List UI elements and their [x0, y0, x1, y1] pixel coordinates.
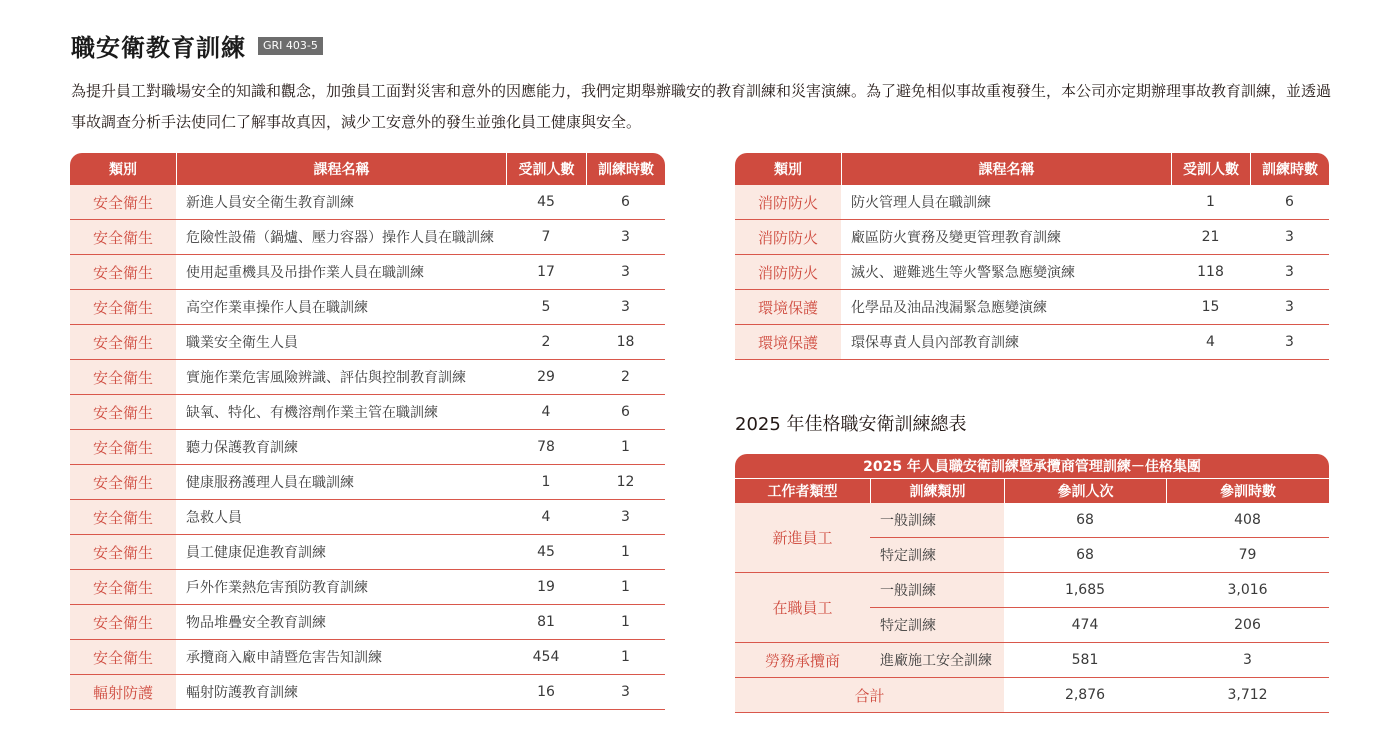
- course-name-cell: 輻射防護教育訓練: [176, 675, 506, 710]
- group-label: 在職員工: [735, 573, 870, 643]
- training-type: 特定訓練: [870, 608, 1004, 643]
- total-label: 合計: [735, 678, 1004, 713]
- table-row: [735, 255, 1329, 290]
- course-name-cell: 聽力保護教育訓練: [176, 430, 506, 465]
- table-header-row: [70, 153, 665, 185]
- table-row: [735, 185, 1329, 220]
- hours-cell: 3: [586, 500, 665, 535]
- training-table-left: [70, 153, 665, 710]
- hours-cell: 12: [586, 465, 665, 500]
- table-row: [70, 675, 665, 710]
- course-name-cell: 戶外作業熱危害預防教育訓練: [176, 570, 506, 605]
- training-type: 特定訓練: [870, 538, 1004, 573]
- category-cell: 消防防火: [735, 220, 841, 255]
- attendance-value: 1,685: [1004, 573, 1166, 608]
- category-cell: 消防防火: [735, 255, 841, 290]
- category-cell: 安全衛生: [70, 465, 176, 500]
- trainees-cell: 4: [1171, 325, 1250, 360]
- hours-cell: 2: [586, 360, 665, 395]
- header-hours: 參訓時數: [1166, 478, 1329, 503]
- trainees-cell: 7: [506, 220, 586, 255]
- hours-cell: 3: [586, 220, 665, 255]
- header-hours: 訓練時數: [1250, 153, 1329, 185]
- training-table-right: [735, 153, 1329, 360]
- hours-value: 206: [1166, 608, 1329, 643]
- category-cell: 環境保護: [735, 290, 841, 325]
- course-name-cell: 實施作業危害風險辨識、評估與控制教育訓練: [176, 360, 506, 395]
- course-name-cell: 物品堆疊安全教育訓練: [176, 605, 506, 640]
- trainees-cell: 2: [506, 325, 586, 360]
- trainees-cell: 1: [506, 465, 586, 500]
- category-cell: 安全衛生: [70, 255, 176, 290]
- category-cell: 安全衛生: [70, 360, 176, 395]
- category-cell: 安全衛生: [70, 185, 176, 220]
- trainees-cell: 4: [506, 395, 586, 430]
- table-row: [735, 325, 1329, 360]
- header-course-name: 課程名稱: [841, 153, 1171, 185]
- table-row: [735, 503, 1329, 538]
- hours-cell: 1: [586, 605, 665, 640]
- hours-cell: 1: [586, 640, 665, 675]
- course-name-cell: 廠區防火實務及變更管理教育訓練: [841, 220, 1171, 255]
- header-course-name: 課程名稱: [176, 153, 506, 185]
- header-hours: 訓練時數: [586, 153, 665, 185]
- table-header-row: [735, 153, 1329, 185]
- attendance-value: 68: [1004, 503, 1166, 538]
- group-label: 勞務承攬商: [735, 643, 870, 678]
- trainees-cell: 81: [506, 605, 586, 640]
- table-row: [735, 220, 1329, 255]
- header-trainees: 受訓人數: [506, 153, 586, 185]
- header-worker-type: 工作者類型: [735, 478, 870, 503]
- category-cell: 安全衛生: [70, 640, 176, 675]
- page-header: [71, 28, 323, 63]
- table-row: [70, 325, 665, 360]
- hours-cell: 1: [586, 535, 665, 570]
- gri-badge: GRI 403-5: [258, 37, 323, 55]
- total-attendance: 2,876: [1004, 678, 1166, 713]
- hours-cell: 3: [1250, 220, 1329, 255]
- table-row: [70, 500, 665, 535]
- training-type: 一般訓練: [870, 503, 1004, 538]
- page-title: 職安衛教育訓練: [71, 34, 246, 62]
- table-row: [735, 573, 1329, 608]
- hours-cell: 3: [1250, 325, 1329, 360]
- intro-paragraph: 為提升員工對職場安全的知識和觀念，加強員工面對災害和意外的因應能力，我們定期舉辦職安的教育訓練和災害演練。為了避免相似事故重複發生，本公司亦定期辦理事故教育訓練，並透過事故調查分析手法使同仁了解事故真因，減少工安意外的發生並強化員工健康與安全。: [71, 82, 1332, 131]
- hours-cell: 3: [1250, 290, 1329, 325]
- course-name-cell: 使用起重機具及吊掛作業人員在職訓練: [176, 255, 506, 290]
- header-training-type: 訓練類別: [870, 478, 1004, 503]
- header-trainees: 受訓人數: [1171, 153, 1250, 185]
- trainees-cell: 17: [506, 255, 586, 290]
- course-name-cell: 承攬商入廠申請暨危害告知訓練: [176, 640, 506, 675]
- attendance-value: 581: [1004, 643, 1166, 678]
- hours-value: 3: [1166, 643, 1329, 678]
- table-row: [70, 220, 665, 255]
- course-name-cell: 缺氧、特化、有機溶劑作業主管在職訓練: [176, 395, 506, 430]
- hours-value: 408: [1166, 503, 1329, 538]
- category-cell: 安全衛生: [70, 570, 176, 605]
- training-type: 一般訓練: [870, 573, 1004, 608]
- trainees-cell: 78: [506, 430, 586, 465]
- course-name-cell: 高空作業車操作人員在職訓練: [176, 290, 506, 325]
- category-cell: 環境保護: [735, 325, 841, 360]
- group-label: 新進員工: [735, 503, 870, 573]
- hours-cell: 3: [586, 290, 665, 325]
- hours-value: 3,016: [1166, 573, 1329, 608]
- trainees-cell: 454: [506, 640, 586, 675]
- category-cell: 安全衛生: [70, 535, 176, 570]
- trainees-cell: 4: [506, 500, 586, 535]
- trainees-cell: 45: [506, 185, 586, 220]
- table-row: [70, 465, 665, 500]
- trainees-cell: 19: [506, 570, 586, 605]
- course-name-cell: 職業安全衛生人員: [176, 325, 506, 360]
- header-category: 類別: [735, 153, 841, 185]
- hours-cell: 3: [586, 675, 665, 710]
- hours-cell: 6: [586, 185, 665, 220]
- category-cell: 安全衛生: [70, 430, 176, 465]
- table-row: [70, 395, 665, 430]
- training-type: 進廠施工安全訓練: [870, 643, 1004, 678]
- hours-cell: 6: [1250, 185, 1329, 220]
- trainees-cell: 118: [1171, 255, 1250, 290]
- table-row: [70, 570, 665, 605]
- total-row: [735, 678, 1329, 713]
- hours-cell: 18: [586, 325, 665, 360]
- trainees-cell: 45: [506, 535, 586, 570]
- table-row: [70, 360, 665, 395]
- trainees-cell: 15: [1171, 290, 1250, 325]
- table-row: [70, 255, 665, 290]
- course-name-cell: 員工健康促進教育訓練: [176, 535, 506, 570]
- header-category: 類別: [70, 153, 176, 185]
- attendance-value: 474: [1004, 608, 1166, 643]
- hours-cell: 3: [1250, 255, 1329, 290]
- course-name-cell: 健康服務護理人員在職訓練: [176, 465, 506, 500]
- header-attendance: 參訓人次: [1004, 478, 1166, 503]
- total-hours: 3,712: [1166, 678, 1329, 713]
- hours-cell: 1: [586, 570, 665, 605]
- table-row: [70, 185, 665, 220]
- course-name-cell: 化學品及油品洩漏緊急應變演練: [841, 290, 1171, 325]
- course-name-cell: 危險性設備（鍋爐、壓力容器）操作人員在職訓練: [176, 220, 506, 255]
- summary-heading: 2025 年佳格職安衛訓練總表: [735, 414, 967, 435]
- trainees-cell: 16: [506, 675, 586, 710]
- course-name-cell: 環保專責人員內部教育訓練: [841, 325, 1171, 360]
- table-row: [70, 605, 665, 640]
- trainees-cell: 1: [1171, 185, 1250, 220]
- trainees-cell: 5: [506, 290, 586, 325]
- table-row: [70, 290, 665, 325]
- attendance-value: 68: [1004, 538, 1166, 573]
- category-cell: 安全衛生: [70, 500, 176, 535]
- category-cell: 安全衛生: [70, 290, 176, 325]
- summary-caption: 2025 年人員職安衛訓練暨承攬商管理訓練－佳格集團: [735, 454, 1329, 478]
- table-row: [70, 640, 665, 675]
- table-row: [735, 643, 1329, 678]
- table-row: [70, 430, 665, 465]
- hours-cell: 3: [586, 255, 665, 290]
- table-row: [70, 535, 665, 570]
- hours-cell: 6: [586, 395, 665, 430]
- hours-cell: 1: [586, 430, 665, 465]
- category-cell: 輻射防護: [70, 675, 176, 710]
- hours-value: 79: [1166, 538, 1329, 573]
- category-cell: 安全衛生: [70, 395, 176, 430]
- category-cell: 安全衛生: [70, 220, 176, 255]
- trainees-cell: 21: [1171, 220, 1250, 255]
- course-name-cell: 急救人員: [176, 500, 506, 535]
- trainees-cell: 29: [506, 360, 586, 395]
- table-row: [735, 290, 1329, 325]
- category-cell: 消防防火: [735, 185, 841, 220]
- category-cell: 安全衛生: [70, 325, 176, 360]
- category-cell: 安全衛生: [70, 605, 176, 640]
- course-name-cell: 新進人員安全衛生教育訓練: [176, 185, 506, 220]
- course-name-cell: 滅火、避難逃生等火警緊急應變演練: [841, 255, 1171, 290]
- course-name-cell: 防火管理人員在職訓練: [841, 185, 1171, 220]
- summary-table: [735, 454, 1329, 713]
